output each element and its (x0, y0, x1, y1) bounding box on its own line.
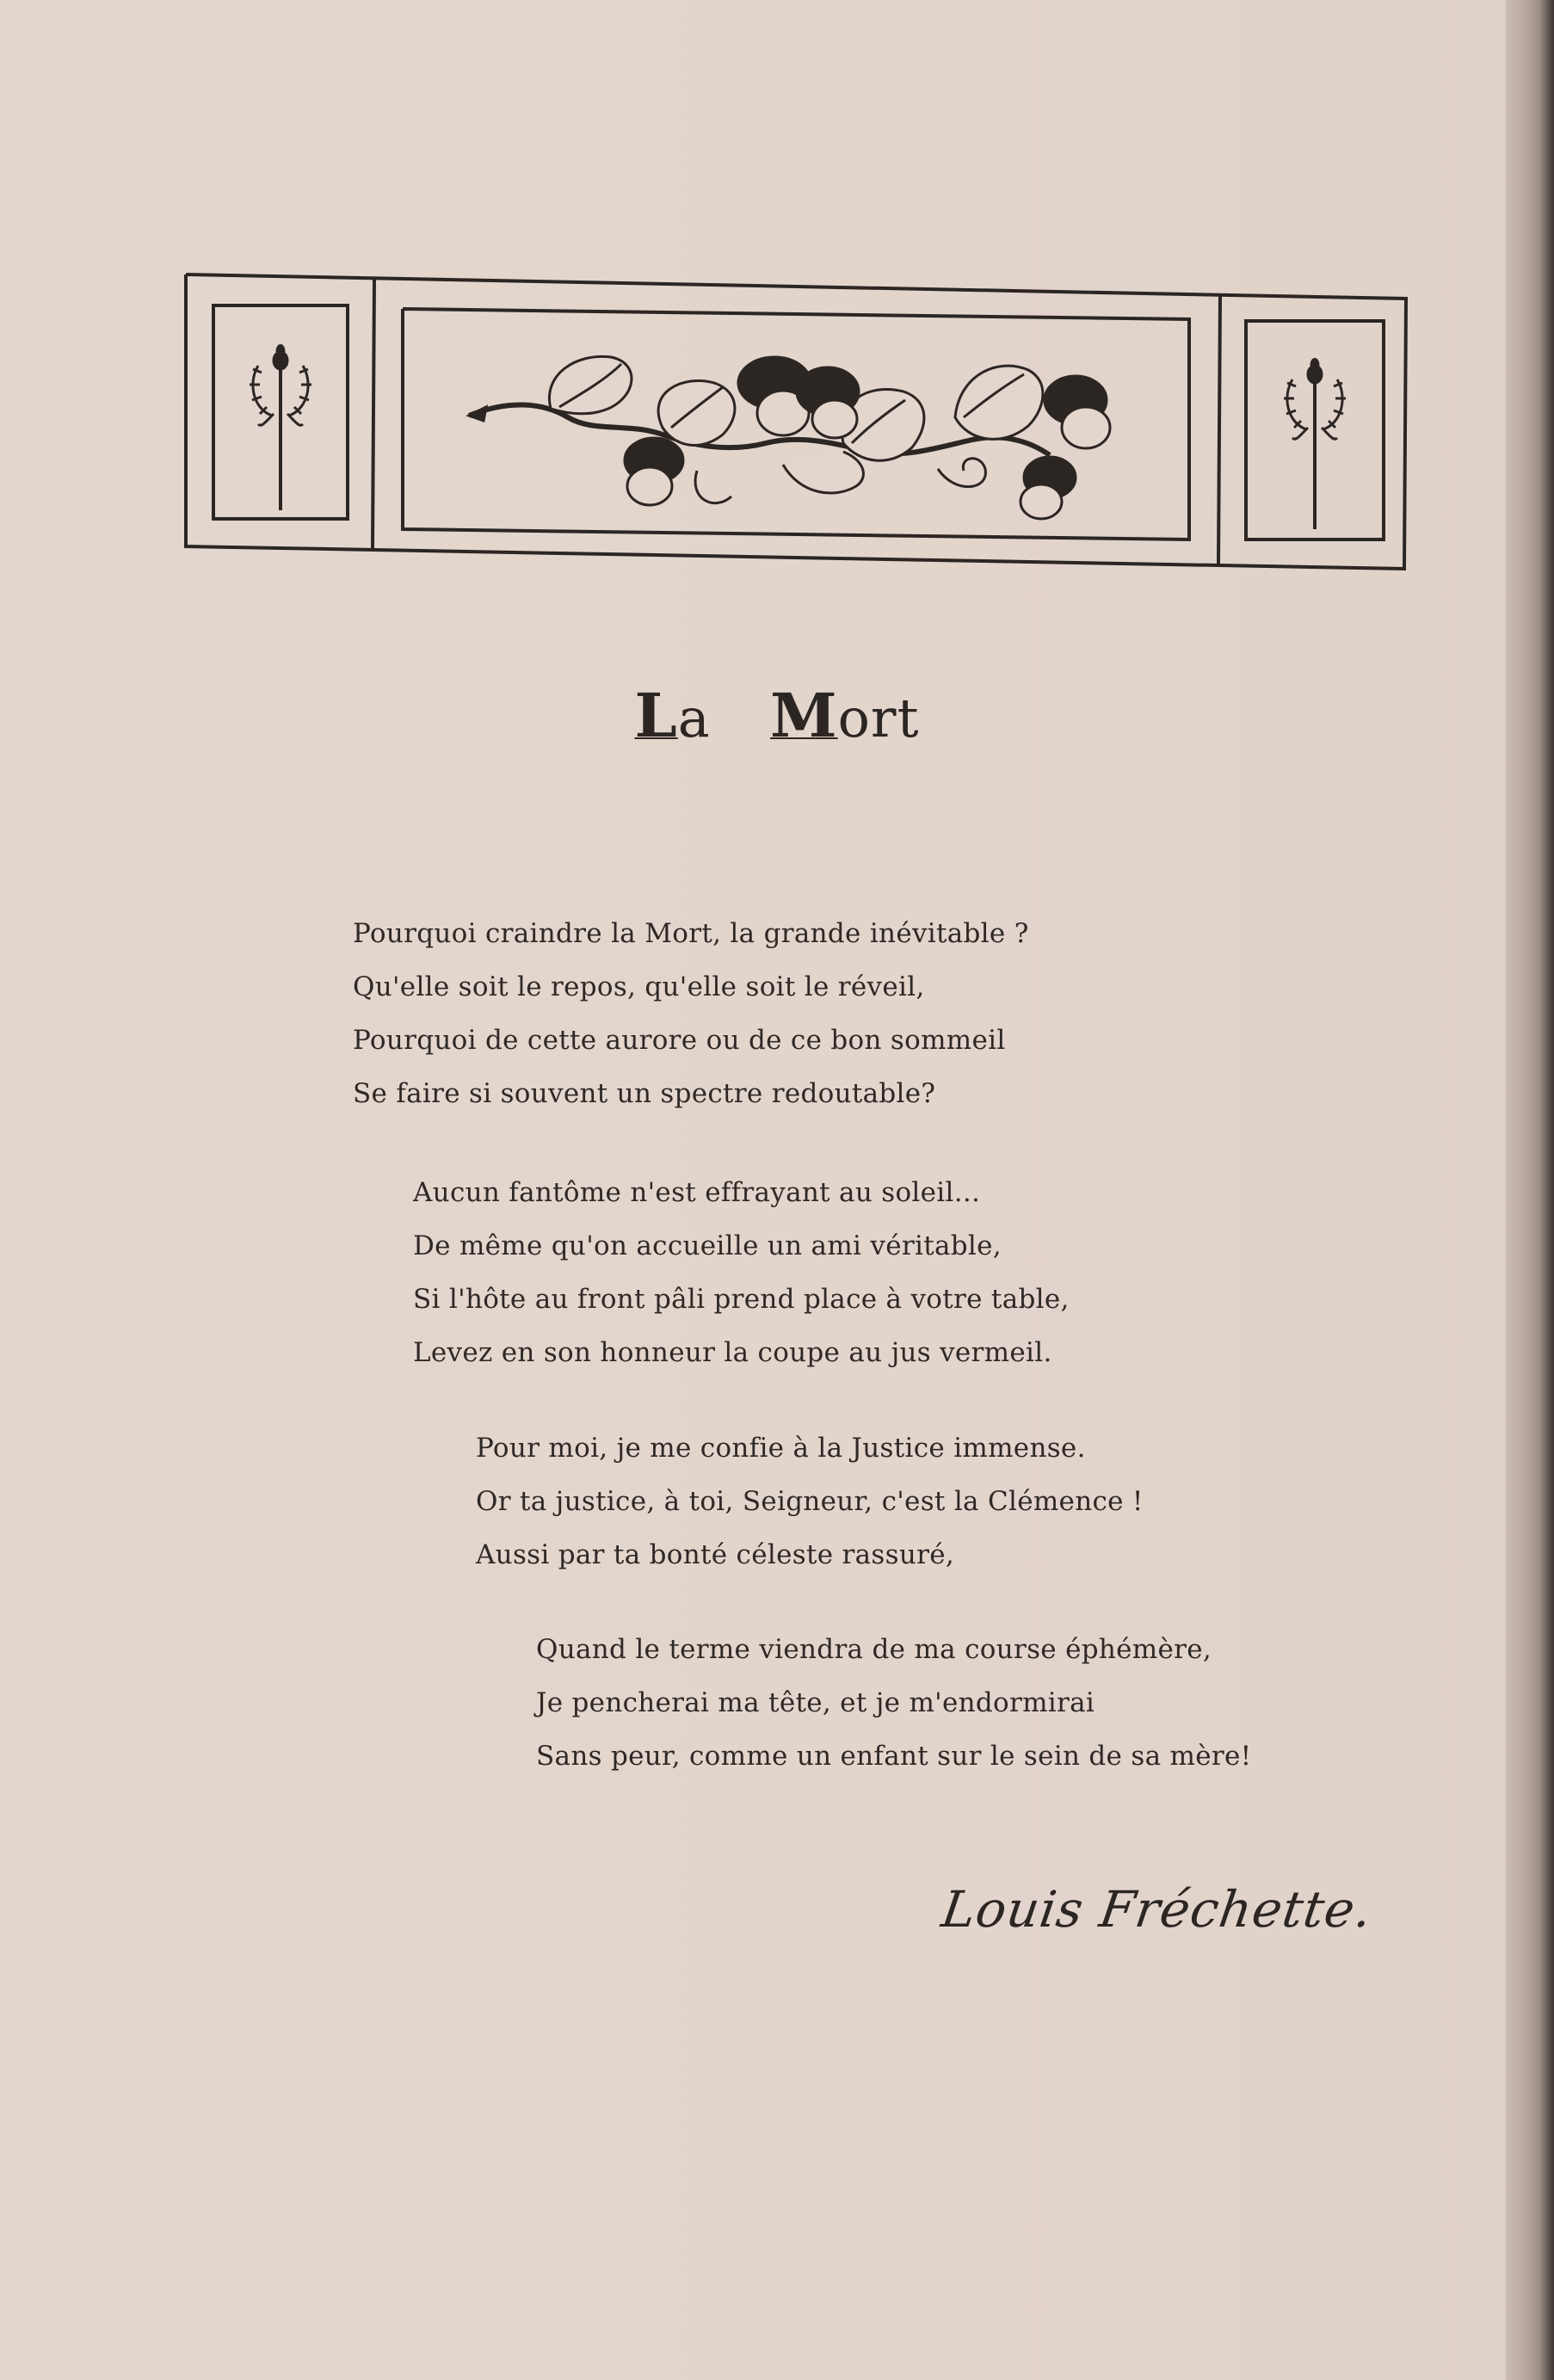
poem-line: Si l'hôte au front pâli prend place à votre table, (413, 1284, 1070, 1315)
poem-line: Quand le terme viendra de ma course éphémère, (536, 1634, 1212, 1665)
poem-line: Pourquoi de cette aurore ou de ce bon sommeil (353, 1025, 1006, 1056)
poem-line: Se faire si souvent un spectre redoutable? (353, 1078, 936, 1109)
title-word-2-rest: ort (837, 687, 920, 749)
poem-line: Sans peur, comme un enfant sur le sein de sa mère! (536, 1741, 1252, 1772)
title-initial-m: M (770, 680, 838, 751)
poem-line: Pourquoi craindre la Mort, la grande inévitable ? (353, 918, 1029, 949)
poem-line: Pour moi, je me confie à la Justice immense. (476, 1433, 1086, 1464)
author-signature: Louis Fréchette. (938, 1880, 1377, 1939)
poem-line: Or ta justice, à toi, Seigneur, c'est la Clémence ! (476, 1486, 1144, 1517)
poem-line: Je pencherai ma tête, et je m'endormirai (536, 1687, 1095, 1718)
poem-line: Aucun fantôme n'est effrayant au soleil... (413, 1177, 981, 1208)
poem-line: Aussi par ta bonté céleste rassuré, (476, 1539, 954, 1570)
title-word-1-rest: a (677, 687, 711, 749)
title-initial-l: L (634, 680, 678, 751)
poem-line: De même qu'on accueille un ami véritable, (413, 1230, 1002, 1261)
poem-line: Qu'elle soit le repos, qu'elle soit le réveil, (353, 971, 925, 1002)
poem-line: Levez en son honneur la coupe au jus vermeil. (413, 1337, 1052, 1368)
